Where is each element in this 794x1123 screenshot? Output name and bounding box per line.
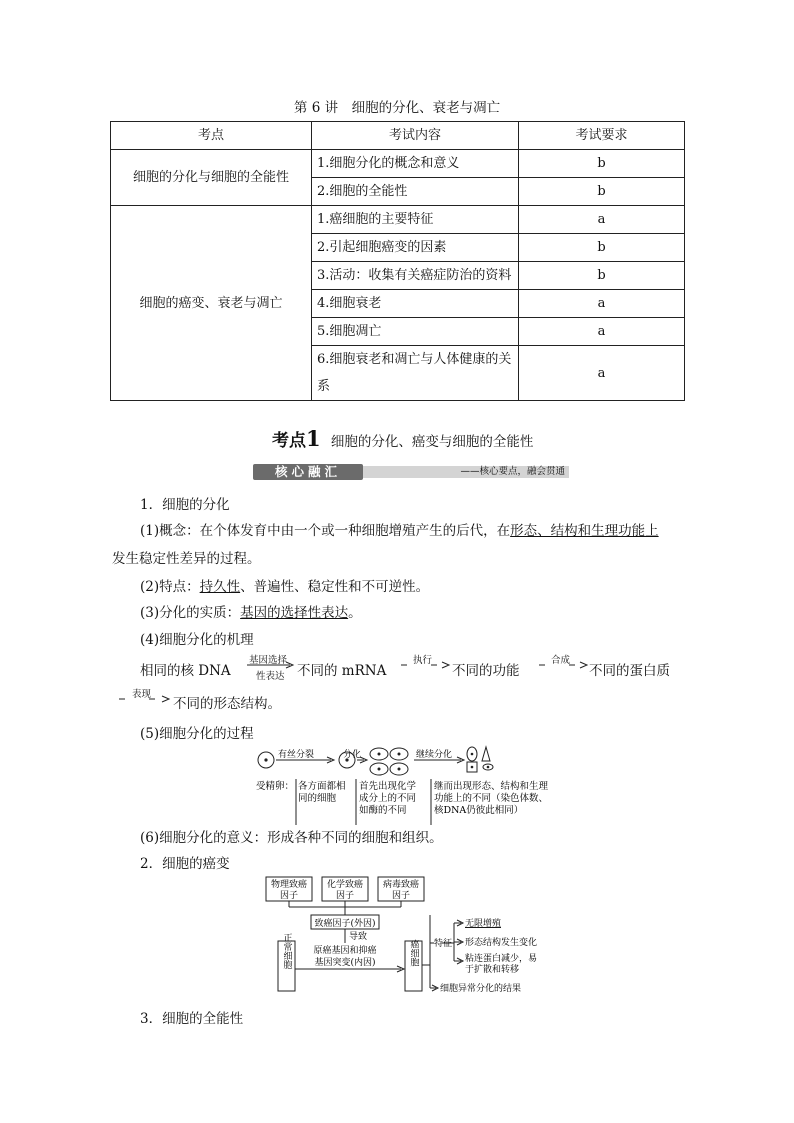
arrow-label: 执行 <box>413 655 433 666</box>
characteristic: 于扩散和转移 <box>465 965 520 975</box>
arrow-icon <box>538 660 590 670</box>
text: (3)分化的实质： <box>140 605 241 621</box>
req-cell: a <box>519 290 685 318</box>
table-header-row <box>111 122 685 150</box>
para-process-heading: (5)细胞分化的过程 <box>140 726 254 742</box>
factor-label: 因子 <box>335 891 355 901</box>
topic-cell: 细胞的分化与细胞的全能性 <box>111 150 312 206</box>
content-cell: 3.活动：收集有关癌症防治的资料 <box>312 262 519 290</box>
underlined-text: 形态、结构和生理功能上 <box>510 523 659 539</box>
req-cell: b <box>519 178 685 206</box>
step-label: 分化 <box>343 750 362 760</box>
content-cell: 1.细胞分化的概念和意义 <box>312 150 519 178</box>
characteristic: 形态结构发生变化 <box>465 938 538 948</box>
banner-label: 核心融汇 <box>253 464 363 480</box>
topic-cell: 细胞的癌变、衰老与凋亡 <box>111 206 312 401</box>
characteristic: 粘连蛋白减少，易 <box>465 954 538 964</box>
heading-cancer: 2．细胞的癌变 <box>140 856 230 872</box>
mech-dna: 相同的核 DNA <box>140 663 231 679</box>
step-label: 有丝分裂 <box>278 750 315 760</box>
content-cell: 1.癌细胞的主要特征 <box>312 206 519 234</box>
req-cell: b <box>519 234 685 262</box>
cell <box>482 747 490 761</box>
table-row <box>111 150 685 178</box>
arrow-icon <box>400 660 452 670</box>
feature-label: 特征 <box>434 939 453 949</box>
factor-label: 物理致癌 <box>270 880 308 890</box>
heading-totipotency: 3．细胞的全能性 <box>140 1011 244 1027</box>
desc-line: 继而出现形态、结构和生理 <box>434 781 549 792</box>
content-cell: 2.引起细胞癌变的因素 <box>312 234 519 262</box>
arrow-label: 性表达 <box>256 671 285 682</box>
desc-line: 各方面都相 <box>298 781 346 792</box>
para-concept <box>140 519 659 539</box>
mech-form: 不同的形态结构。 <box>173 696 281 712</box>
req-cell: b <box>519 150 685 178</box>
content-cell: 4.细胞衰老 <box>312 290 519 318</box>
para-essence <box>140 601 362 621</box>
mech-mrna: 不同的 mRNA <box>297 663 387 679</box>
req-cell: a <box>519 318 685 346</box>
underlined-text: 基因的选择性表达 <box>240 605 349 621</box>
content-cell: 2.细胞的全能性 <box>312 178 519 206</box>
para-mechanism-heading: (4)细胞分化的机理 <box>140 632 254 648</box>
section-number: 1 <box>306 426 321 451</box>
text: (2)特点： <box>140 579 200 595</box>
core-banner <box>253 464 569 480</box>
section-prefix: 考点 <box>272 431 306 451</box>
requirements-table <box>110 121 685 401</box>
result-label: 细胞异常分化的结果 <box>440 984 522 994</box>
table-row <box>111 206 685 234</box>
external-cause-label: 致癌因子(外因) <box>314 919 376 929</box>
cancer-cell-label: 癌细胞 <box>408 939 419 967</box>
mech-protein: 不同的蛋白质 <box>589 663 670 679</box>
content-cell: 6.细胞衰老和凋亡与人体健康的关系 <box>312 346 519 401</box>
lead-label: 导致 <box>349 932 368 942</box>
para-concept-cont: 发生稳定性差异的过程。 <box>112 551 261 567</box>
internal-cause-label: 基因突变(内因) <box>314 958 376 968</box>
para-significance: (6)细胞分化的意义：形成各种不同的细胞和组织。 <box>140 830 443 846</box>
factor-label: 化学致癌 <box>326 880 364 890</box>
arrow-icon <box>246 660 296 670</box>
desc-line: 首先出现化学 <box>359 781 417 792</box>
arrow-label: 表现 <box>132 689 152 700</box>
req-cell: a <box>519 206 685 234</box>
section-name: 细胞的分化、癌变与细胞的全能性 <box>330 434 534 450</box>
arrow-label: 基因选择 <box>249 655 288 666</box>
text: (1)概念：在个体发育中由一个或一种细胞增殖产生的后代，在 <box>140 523 511 539</box>
section-title <box>272 426 533 451</box>
desc-line: 如酶的不同 <box>359 805 407 816</box>
step-label: 继续分化 <box>416 750 453 760</box>
table-header: 考试内容 <box>312 122 519 150</box>
table-header: 考点 <box>111 122 312 150</box>
arrow-icon <box>118 694 172 704</box>
para-features <box>140 575 429 595</box>
desc-line: 功能上的不同（染色体数、 <box>434 793 549 804</box>
characteristic: 无限增殖 <box>465 919 502 929</box>
req-cell: a <box>519 346 685 401</box>
arrow-label: 合成 <box>551 655 571 666</box>
internal-cause-label: 原癌基因和抑癌 <box>313 946 377 956</box>
desc-line: 同的细胞 <box>298 793 337 804</box>
cancer-diagram <box>264 875 564 1000</box>
mech-function: 不同的功能 <box>452 663 520 679</box>
factor-label: 因子 <box>391 891 411 901</box>
text: 、普遍性、稳定性和不可逆性。 <box>240 579 430 595</box>
banner-subtitle: ——核心要点，融会贯通 <box>357 466 569 478</box>
normal-cell-label: 正常细胞 <box>281 933 292 969</box>
table-header: 考试要求 <box>519 122 685 150</box>
page-title: 第 6 讲 细胞的分化、衰老与凋亡 <box>293 100 501 116</box>
req-cell: b <box>519 262 685 290</box>
factor-label: 因子 <box>279 891 299 901</box>
heading-differentiation: 1．细胞的分化 <box>140 497 230 513</box>
desc-line: 核DNA仍彼此相同） <box>434 805 524 816</box>
factor-label: 病毒致癌 <box>382 880 420 890</box>
underlined-text: 持久性 <box>199 579 241 595</box>
zygote-label: 受精卵： <box>256 781 295 792</box>
text: 。 <box>348 605 362 621</box>
desc-line: 成分上的不同 <box>359 793 417 804</box>
content-cell: 5.细胞凋亡 <box>312 318 519 346</box>
